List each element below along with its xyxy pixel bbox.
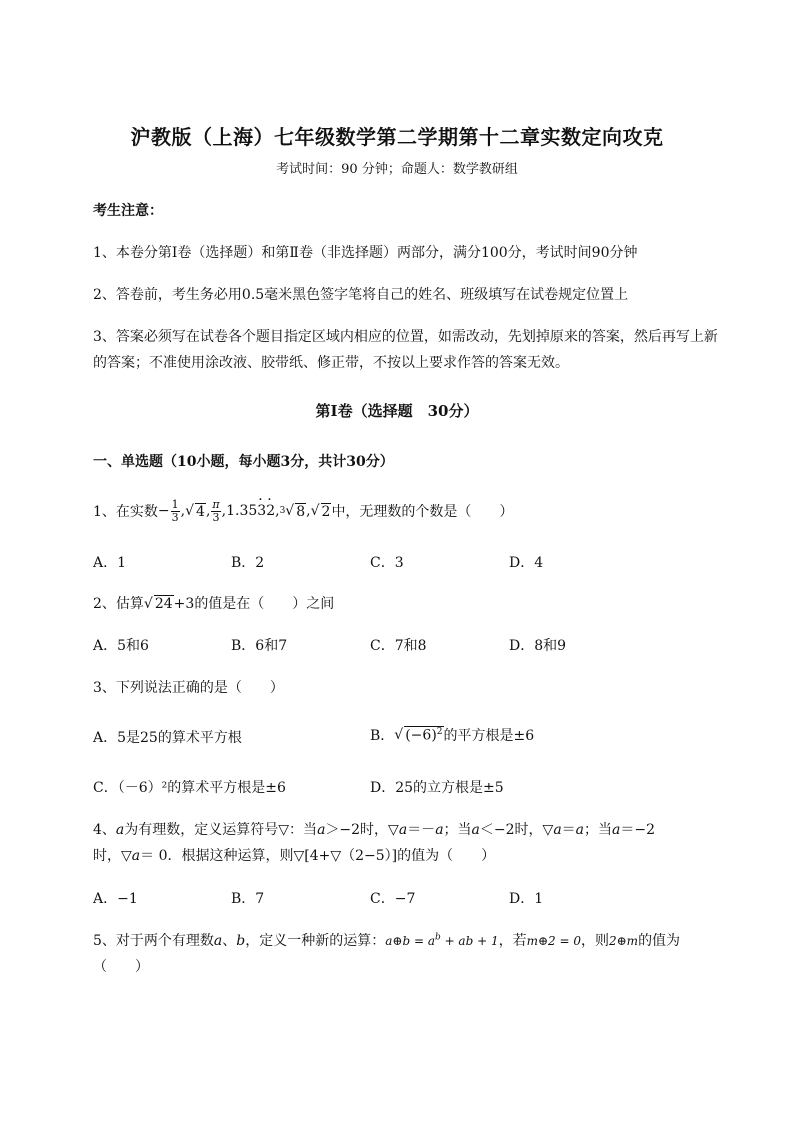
q1-sep1: , xyxy=(180,503,186,519)
q5-sep: 、 xyxy=(222,933,237,949)
q5-var-b: b xyxy=(236,933,246,949)
cbrt-sign-icon: √ xyxy=(285,503,295,519)
q4-var: a xyxy=(471,822,480,838)
q5-ask: 2⊕m xyxy=(608,934,639,948)
q5-formula-sup: b xyxy=(434,932,441,943)
question-5-line-1 xyxy=(93,930,680,950)
q4-var: a xyxy=(575,822,585,838)
q1-sqrt2: 2 xyxy=(321,503,331,520)
q4-var: a xyxy=(612,822,621,838)
q4-t10: 时，▽ xyxy=(93,848,132,864)
q2-plus: +3 xyxy=(173,596,195,612)
q4-option-c[interactable]: C．−7 xyxy=(370,891,416,907)
q4-option-d[interactable]: D．1 xyxy=(509,891,544,907)
q5-formula-tail: + ab + 1 xyxy=(440,934,499,948)
q1-cbrt-index: 3 xyxy=(279,506,286,516)
q1-sep3: , xyxy=(275,503,280,519)
section-subheading: 一、单选题（10小题，每小题3分，共计30分） xyxy=(93,454,394,470)
q2-suffix: 的值是在（ ）之间 xyxy=(194,596,335,612)
q5-condition: m⊕2 = 0 xyxy=(526,934,581,948)
q3-optb-suffix: 的平方根是±6 xyxy=(443,728,535,744)
q4-t1: 4、 xyxy=(93,822,116,838)
q1-fraction-pi xyxy=(211,499,220,524)
q4-t4: ＝－ xyxy=(407,822,436,838)
q2-option-d[interactable]: D．8和9 xyxy=(509,638,567,654)
q5-prefix: 5、对于两个有理数 xyxy=(93,933,214,949)
q5-then: ，则 xyxy=(580,933,609,949)
q2-option-b[interactable]: B．6和7 xyxy=(231,638,288,654)
q5-mid: ，定义一种新的运算： xyxy=(245,933,386,949)
q5-formula: a⊕b = a xyxy=(385,934,435,948)
q3-optb-prefix: B． xyxy=(370,728,395,744)
question-3: 3、下列说法正确的是（ ） xyxy=(93,680,284,696)
question-4-line-1 xyxy=(93,819,655,839)
q1-f1-num: 1 xyxy=(171,497,179,511)
q4-t3: ＞−2时，▽ xyxy=(325,822,399,838)
q1-prefix: 1、在实数 xyxy=(93,504,158,520)
question-1 xyxy=(93,493,513,529)
q1-decimal-pre: ,1.35 xyxy=(221,503,258,519)
notice-item-1: 1、本卷分第Ⅰ卷（选择题）和第Ⅱ卷（非选择题）两部分，满分100分，考试时间90分钟 xyxy=(93,245,638,261)
sqrt-sign-icon: √ xyxy=(143,596,153,612)
q4-var: a xyxy=(398,822,408,838)
section-title: 第Ⅰ卷（选择题 30分） xyxy=(315,402,479,420)
q4-var: a xyxy=(435,822,444,838)
q2-prefix: 2、估算 xyxy=(93,596,144,612)
notice-heading: 考生注意： xyxy=(93,203,163,219)
q1-sep4: , xyxy=(306,503,311,519)
q1-option-a[interactable]: A．1 xyxy=(93,555,127,571)
q4-var: a xyxy=(317,822,326,838)
sqrt-sign-icon: √ xyxy=(394,727,404,743)
q5-suffix: 的值为 xyxy=(638,933,681,949)
q3-optb-exp: 2 xyxy=(436,727,443,738)
q4-t2: 为有理数，定义运算符号▽：当 xyxy=(124,822,318,838)
q1-repeat-digit-2: · 2 xyxy=(266,503,275,519)
q1-repeat-digit-1: · 3 xyxy=(257,503,266,519)
q4-option-b[interactable]: B．7 xyxy=(231,891,265,907)
notice-item-3: 3、答案必须写在试卷各个题目指定区域内相应的位置，如需改动，先划掉原来的答案，然后再写上新 xyxy=(93,329,718,345)
q4-t8: ；当 xyxy=(584,822,613,838)
q1-sep2: , xyxy=(205,503,211,519)
q1-option-b[interactable]: B．2 xyxy=(231,555,265,571)
q3-optb-radicand xyxy=(404,726,443,744)
q4-var: a xyxy=(553,822,562,838)
page-title: 沪教版（上海）七年级数学第二学期第十二章实数定向攻克 xyxy=(130,125,664,149)
q3-optb-rad-text: (−6) xyxy=(405,727,437,744)
q3-option-b[interactable] xyxy=(370,722,534,748)
q2-option-a[interactable]: A．5和6 xyxy=(93,638,149,654)
q1-pi: π xyxy=(212,497,220,511)
q3-option-c[interactable]: C．（－6）²的算术平方根是±6 xyxy=(93,780,286,796)
question-4-line-2 xyxy=(93,845,495,865)
notice-item-2: 2、答卷前，考生务必用0.5毫米黑色签字笔将自己的姓名、班级填写在试卷规定位置上 xyxy=(93,287,629,303)
question-5-line-2: （ ） xyxy=(93,959,149,975)
q4-t5: ；当 xyxy=(443,822,472,838)
q4-option-a[interactable]: A．−1 xyxy=(93,891,138,907)
q4-t11: ＝ 0．根据这种运算，则▽[4+▽（2−5）]的值为（ ） xyxy=(140,848,496,864)
q5-if: ，若 xyxy=(498,933,527,949)
q1-f2-den: 3 xyxy=(212,510,220,524)
q1-suffix: 中，无理数的个数是（ ） xyxy=(331,504,514,520)
q5-var-a: a xyxy=(213,933,223,949)
q1-sqrt4: 4 xyxy=(196,503,205,520)
q2-sqrt24: 24 xyxy=(154,596,173,612)
q4-var: a xyxy=(131,848,141,864)
q4-t6: ＜−2时，▽ xyxy=(479,822,554,838)
notice-item-3-cont: 的答案；不准使用涂改液、胶带纸、修正带，不按以上要求作答的答案无效。 xyxy=(93,355,569,371)
q3-option-d[interactable]: D．25的立方根是±5 xyxy=(370,780,504,796)
page-subtitle: 考试时间：90 分钟；命题人：数学教研组 xyxy=(276,162,518,177)
q1-neg: − xyxy=(157,503,170,519)
q1-cbrt8: 8 xyxy=(296,503,306,520)
q2-option-c[interactable]: C．7和8 xyxy=(370,638,427,654)
question-2 xyxy=(93,593,334,613)
q1-option-c[interactable]: C．3 xyxy=(370,555,404,571)
q1-fraction-1 xyxy=(171,499,180,524)
q4-t9: ＝−2 xyxy=(620,822,656,838)
q1-f1-den: 3 xyxy=(171,510,179,524)
q4-var: a xyxy=(115,822,125,838)
sqrt-sign-icon: √ xyxy=(310,503,320,519)
q1-option-d[interactable]: D．4 xyxy=(509,555,544,571)
q3-option-a[interactable]: A．5是25的算术平方根 xyxy=(93,730,242,746)
sqrt-sign-icon: √ xyxy=(185,503,195,519)
q4-t7: ＝ xyxy=(561,822,576,838)
